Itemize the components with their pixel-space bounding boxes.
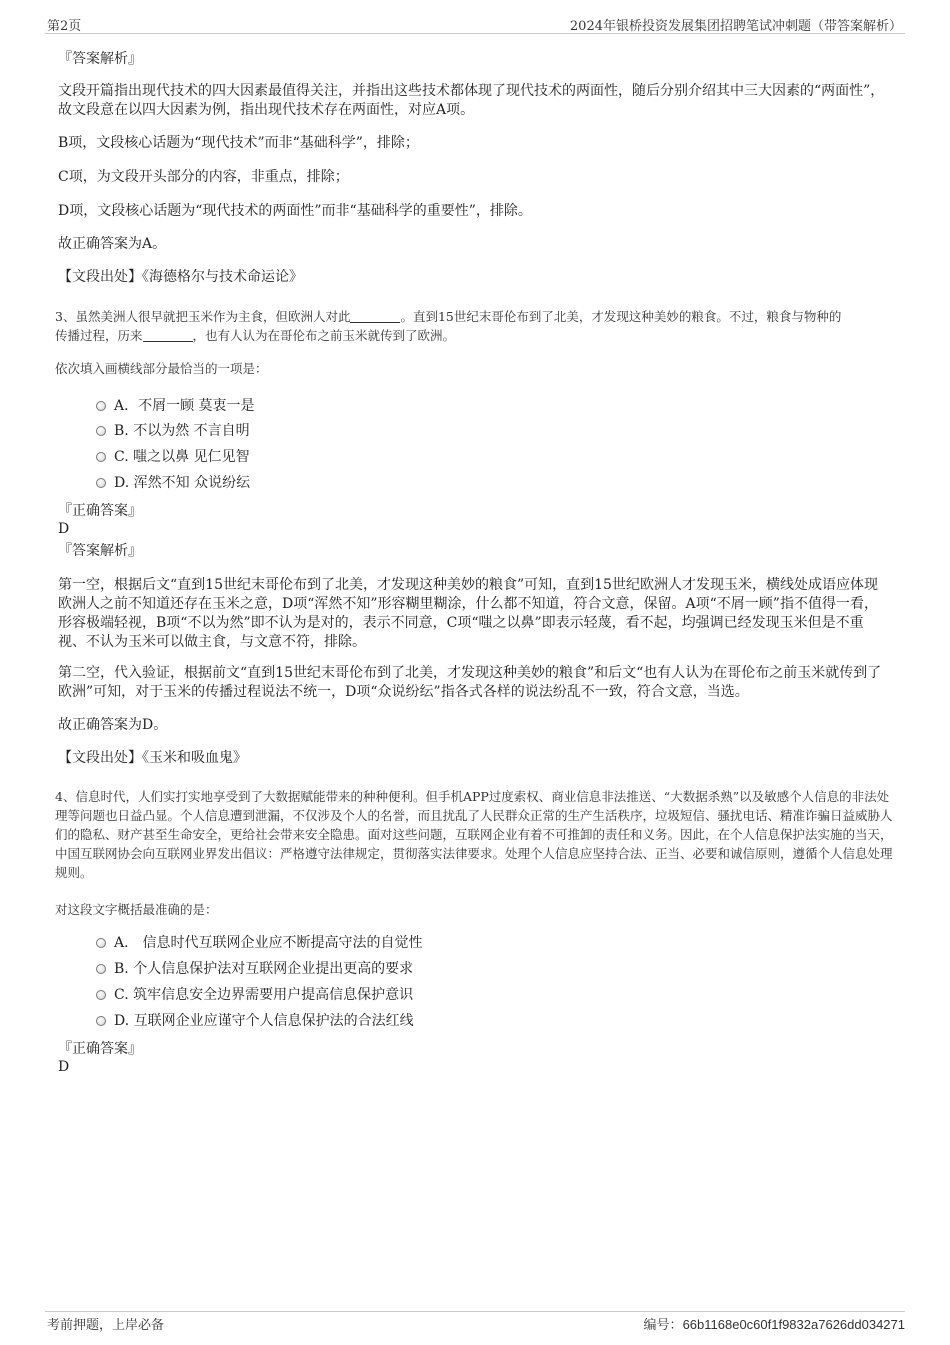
document-title: 2024年银桥投资发展集团招聘笔试冲刺题（带答案解析） [569, 19, 902, 34]
analysis-paragraph: C项，为文段开头部分的内容，非重点，排除； [58, 169, 349, 185]
option-c[interactable]: C. 筑牢信息安全边界需要用户提高信息保护意识 [96, 985, 413, 1005]
radio-icon[interactable] [96, 1016, 106, 1026]
footer-divider [45, 1311, 905, 1312]
question-stem: 3、虽然美洲人很早就把玉米作为主食，但欧洲人对此 。直到15世纪末哥伦布到了北美，才发现这种美妙的粮食。不过，粮食与物种的 传播过程，历来 ，也有人认为在哥伦布之前玉米就传到了欧洲。 [55, 309, 842, 343]
source-citation: 【文段出处】《玉米和吸血鬼》 [58, 750, 247, 766]
radio-icon[interactable] [96, 938, 106, 948]
question-prompt: 对这段文字概括最准确的是： [55, 902, 218, 917]
analysis-paragraph: 文段开篇指出现代技术的四大因素最值得关注，并指出这些技术都体现了现代技术的两面性，随后分别介绍其中三大因素的“两面性”，故文段意在以四大因素为例，指出现代技术存在两面性，对应A项。 [58, 83, 885, 118]
radio-icon[interactable] [96, 478, 106, 488]
conclusion: 故正确答案为A。 [58, 236, 167, 252]
answer-value: D [58, 521, 70, 537]
option-d[interactable]: D. 浑然不知 众说纷纭 [96, 473, 250, 493]
fill-blank [350, 310, 400, 323]
radio-icon[interactable] [96, 426, 106, 436]
analysis-label: 『答案解析』 [58, 51, 142, 67]
question-prompt: 依次填入画横线部分最恰当的一项是： [55, 361, 268, 376]
analysis-paragraph: 第一空，根据后文“直到15世纪末哥伦布到了北美，才发现这种美妙的粮食”可知，直到15世纪欧洲人才发现玉米，横线处成语应体现欧洲人之前不知道还存在玉米之意，D项“浑然不知”形容糊里糊涂，什么都不知道，符合文意，保留。A项“不屑一顾”指不值得一看，形容极端轻视，B项“不以为然”即不认为是对的，表示不同意，C项“嗤之以鼻”即表示轻蔑，看不起，均强调已经发现玉米但是不重视、不认为玉米可以做主食，与文意不符，排除。 [58, 577, 878, 650]
page-number: 第2页 [47, 19, 82, 34]
option-b[interactable]: B. 个人信息保护法对互联网企业提出更高的要求 [96, 959, 413, 979]
radio-icon[interactable] [96, 401, 106, 411]
answer-label: 『正确答案』 [58, 503, 142, 519]
document-code: 编号：66b1168e0c60f1f9832a7626dd034271 [643, 1317, 905, 1333]
document-code-value: 66b1168e0c60f1f9832a7626dd034271 [682, 1317, 905, 1332]
header-divider [45, 33, 905, 34]
source-citation: 【文段出处】《海德格尔与技术命运论》 [58, 269, 303, 285]
conclusion: 故正确答案为D。 [58, 717, 168, 733]
option-a[interactable]: A．不屑一顾 莫衷一是 [96, 396, 255, 416]
option-a[interactable]: A． 信息时代互联网企业应不断提高守法的自觉性 [96, 933, 423, 953]
radio-icon[interactable] [96, 452, 106, 462]
radio-icon[interactable] [96, 990, 106, 1000]
option-c[interactable]: C. 嗤之以鼻 见仁见智 [96, 447, 250, 467]
analysis-paragraph: B项，文段核心话题为“现代技术”而非“基础科学”，排除； [58, 135, 419, 151]
analysis-label: 『答案解析』 [58, 543, 142, 559]
option-d[interactable]: D. 互联网企业应谨守个人信息保护法的合法红线 [96, 1011, 414, 1031]
analysis-paragraph: D项，文段核心话题为“现代技术的两面性”而非“基础科学的重要性”，排除。 [58, 203, 532, 219]
answer-value: D [58, 1059, 70, 1075]
answer-label: 『正确答案』 [58, 1041, 142, 1057]
option-b[interactable]: B. 不以为然 不言自明 [96, 421, 250, 441]
analysis-paragraph: 第二空，代入验证，根据前文“直到15世纪末哥伦布到了北美，才发现这种美妙的粮食”和后文“也有人认为在哥伦布之前玉米就传到了欧洲”可知，对于玉米的传播过程说法不统一，D项“众说纷纭”指各式各样的说法纷乱不一致，符合文意，当选。 [58, 665, 882, 700]
question-stem: 4、信息时代，人们实打实地享受到了大数据赋能带来的种种便利。但手机APP过度索权、商业信息非法推送、“大数据杀熟”以及敏感个人信息的非法处理等问题也日益凸显。个人信息遭到泄漏，不仅涉及个人的名誉，而且扰乱了人民群众正常的生产生活秩序，垃圾短信、骚扰电话、精准诈骗日益威胁人们的隐私、财产甚至生命安全，更给社会带来安全隐患。面对这些问题，互联网企业有着不可推卸的责任和义务。因此，在个人信息保护法实施的当天，中国互联网协会向互联网业界发出倡议：严格遵守法律规定，贯彻落实法律要求。处理个人信息应坚持合法、正当、必要和诚信原则，遵循个人信息处理规则。 [55, 789, 893, 880]
footer-slogan: 考前押题，上岸必备 [47, 1318, 165, 1333]
radio-icon[interactable] [96, 964, 106, 974]
fill-blank [143, 329, 193, 342]
